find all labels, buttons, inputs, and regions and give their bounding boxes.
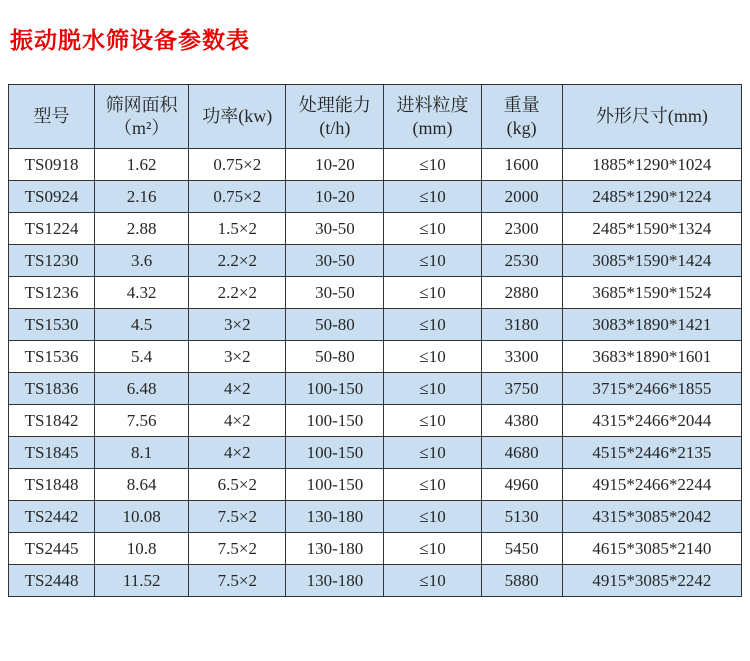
table-cell: 10-20 xyxy=(286,149,384,181)
table-cell: 8.1 xyxy=(95,437,189,469)
table-cell: 4.5 xyxy=(95,309,189,341)
table-cell: 1.5×2 xyxy=(189,213,286,245)
table-cell: 4315*2466*2044 xyxy=(562,405,741,437)
table-cell: 3083*1890*1421 xyxy=(562,309,741,341)
table-cell: ≤10 xyxy=(384,533,481,565)
table-cell: ≤10 xyxy=(384,245,481,277)
table-cell: 130-180 xyxy=(286,565,384,597)
table-cell: 5.4 xyxy=(95,341,189,373)
table-cell: 2.2×2 xyxy=(189,245,286,277)
table-cell: 11.52 xyxy=(95,565,189,597)
column-header-line1: 处理能力 xyxy=(298,95,371,115)
table-cell: 2.16 xyxy=(95,181,189,213)
table-cell: 1600 xyxy=(481,149,562,181)
table-cell: 2000 xyxy=(481,181,562,213)
table-cell: 4×2 xyxy=(189,437,286,469)
table-cell: 50-80 xyxy=(286,309,384,341)
table-cell: 5130 xyxy=(481,501,562,533)
table-cell: 4×2 xyxy=(189,373,286,405)
table-cell: 3715*2466*1855 xyxy=(562,373,741,405)
column-header-line2: (t/h) xyxy=(319,117,351,138)
table-cell: 4×2 xyxy=(189,405,286,437)
table-row xyxy=(9,405,742,437)
column-header-line1: 功率(kw) xyxy=(202,106,273,127)
column-header xyxy=(189,85,286,149)
column-header xyxy=(9,85,95,149)
table-cell: ≤10 xyxy=(384,469,481,501)
column-header-line1: 型号 xyxy=(33,106,70,127)
table-cell: TS1530 xyxy=(9,309,95,341)
table-cell: 3085*1590*1424 xyxy=(562,245,741,277)
table-cell: ≤10 xyxy=(384,405,481,437)
table-cell: ≤10 xyxy=(384,309,481,341)
table-cell: 1885*1290*1024 xyxy=(562,149,741,181)
table-cell: 10-20 xyxy=(286,181,384,213)
table-cell: 2880 xyxy=(481,277,562,309)
table-cell: 4515*2446*2135 xyxy=(562,437,741,469)
table-cell: 5450 xyxy=(481,533,562,565)
page xyxy=(0,26,750,597)
table-row xyxy=(9,181,742,213)
table-cell: TS2448 xyxy=(9,565,95,597)
table-cell: 100-150 xyxy=(286,437,384,469)
table-cell: 6.48 xyxy=(95,373,189,405)
table-cell: 100-150 xyxy=(286,373,384,405)
table-cell: TS1842 xyxy=(9,405,95,437)
column-header-line2: （m²） xyxy=(113,117,170,138)
table-cell: TS1536 xyxy=(9,341,95,373)
table-cell: 50-80 xyxy=(286,341,384,373)
table-cell: 3683*1890*1601 xyxy=(562,341,741,373)
table-cell: 1.62 xyxy=(95,149,189,181)
table-cell: TS1236 xyxy=(9,277,95,309)
table-cell: ≤10 xyxy=(384,149,481,181)
column-header xyxy=(562,85,741,149)
column-header-line1: 外形尺寸(mm) xyxy=(595,106,708,127)
table-cell: 30-50 xyxy=(286,213,384,245)
table-row xyxy=(9,373,742,405)
table-row xyxy=(9,565,742,597)
table-cell: 0.75×2 xyxy=(189,149,286,181)
table-cell: 4380 xyxy=(481,405,562,437)
table-cell: 2.88 xyxy=(95,213,189,245)
table-cell: TS1836 xyxy=(9,373,95,405)
table-cell: 7.5×2 xyxy=(189,501,286,533)
table-row xyxy=(9,309,742,341)
table-cell: TS2445 xyxy=(9,533,95,565)
table-cell: TS1230 xyxy=(9,245,95,277)
column-header xyxy=(481,85,562,149)
page-title: 振动脱水筛设备参数表 xyxy=(10,27,250,53)
table-header-row xyxy=(9,85,742,149)
table-cell: 0.75×2 xyxy=(189,181,286,213)
table-cell: 130-180 xyxy=(286,533,384,565)
column-header-line1: 重量 xyxy=(503,95,540,115)
table-cell: ≤10 xyxy=(384,565,481,597)
table-row xyxy=(9,533,742,565)
table-cell: 2530 xyxy=(481,245,562,277)
table-cell: 30-50 xyxy=(286,277,384,309)
table-cell: ≤10 xyxy=(384,341,481,373)
column-header-line1: 进料粒度 xyxy=(396,95,469,115)
column-header xyxy=(384,85,481,149)
table-cell: TS2442 xyxy=(9,501,95,533)
column-header xyxy=(95,85,189,149)
table-cell: 4315*3085*2042 xyxy=(562,501,741,533)
column-header-line2: (kg) xyxy=(506,117,537,138)
table-cell: TS0918 xyxy=(9,149,95,181)
table-cell: 4915*3085*2242 xyxy=(562,565,741,597)
table-cell: TS1224 xyxy=(9,213,95,245)
table-cell: 8.64 xyxy=(95,469,189,501)
table-cell: ≤10 xyxy=(384,213,481,245)
table-cell: 3180 xyxy=(481,309,562,341)
table-cell: 7.5×2 xyxy=(189,533,286,565)
table-cell: ≤10 xyxy=(384,181,481,213)
table-cell: 100-150 xyxy=(286,405,384,437)
table-cell: ≤10 xyxy=(384,437,481,469)
table-cell: 4.32 xyxy=(95,277,189,309)
table-cell: 4615*3085*2140 xyxy=(562,533,741,565)
table-cell: 2300 xyxy=(481,213,562,245)
table-row xyxy=(9,501,742,533)
table-cell: 100-150 xyxy=(286,469,384,501)
table-cell: 130-180 xyxy=(286,501,384,533)
table-row xyxy=(9,149,742,181)
table-cell: TS0924 xyxy=(9,181,95,213)
column-header xyxy=(286,85,384,149)
table-cell: 10.8 xyxy=(95,533,189,565)
table-cell: 3300 xyxy=(481,341,562,373)
table-row xyxy=(9,469,742,501)
column-header-line1: 筛网面积 xyxy=(105,95,178,115)
table-cell: 3685*1590*1524 xyxy=(562,277,741,309)
table-cell: TS1845 xyxy=(9,437,95,469)
table-cell: 4680 xyxy=(481,437,562,469)
table-cell: 3×2 xyxy=(189,341,286,373)
table-row xyxy=(9,213,742,245)
table-cell: 2.2×2 xyxy=(189,277,286,309)
table-row xyxy=(9,341,742,373)
table-row xyxy=(9,277,742,309)
table-body xyxy=(9,149,742,597)
table-cell: 2485*1290*1224 xyxy=(562,181,741,213)
table-cell: 4915*2466*2244 xyxy=(562,469,741,501)
table-cell: 2485*1590*1324 xyxy=(562,213,741,245)
table-cell: 3.6 xyxy=(95,245,189,277)
column-header-line2: (mm) xyxy=(412,117,453,138)
table-row xyxy=(9,245,742,277)
table-cell: 7.56 xyxy=(95,405,189,437)
table-cell: 30-50 xyxy=(286,245,384,277)
table-cell: ≤10 xyxy=(384,373,481,405)
table-cell: 3×2 xyxy=(189,309,286,341)
table-cell: ≤10 xyxy=(384,501,481,533)
table-cell: 7.5×2 xyxy=(189,565,286,597)
table-cell: ≤10 xyxy=(384,277,481,309)
table-cell: 5880 xyxy=(481,565,562,597)
table-cell: 4960 xyxy=(481,469,562,501)
table-row xyxy=(9,437,742,469)
table-cell: 3750 xyxy=(481,373,562,405)
table-cell: 10.08 xyxy=(95,501,189,533)
equipment-params-table xyxy=(8,84,742,597)
table-cell: 6.5×2 xyxy=(189,469,286,501)
table-cell: TS1848 xyxy=(9,469,95,501)
